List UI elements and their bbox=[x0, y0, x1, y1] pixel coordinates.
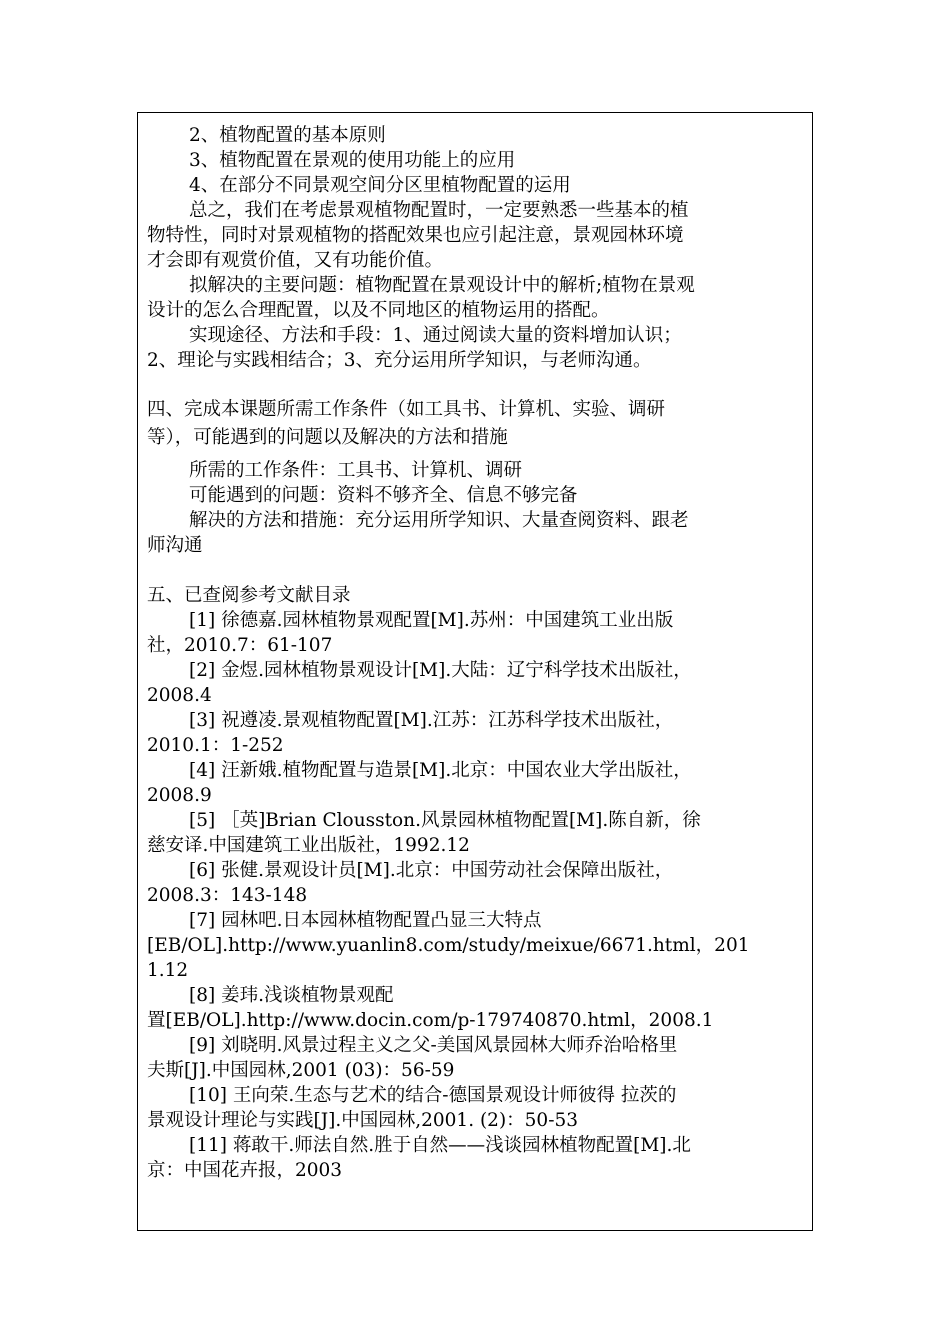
section-4-heading-line-2: 等），可能遇到的问题以及解决的方法和措施 bbox=[147, 427, 508, 448]
approach-line-2: 2、理论与实践相结合；3、充分运用所学知识，与老师沟通。 bbox=[147, 350, 652, 371]
solutions-line-2: 师沟通 bbox=[147, 535, 203, 556]
reference-10-line-2: 景观设计理论与实践[J].中国园林,2001. (2)：50-53 bbox=[147, 1110, 578, 1131]
reference-8-line-1: [8] 姜玮.浅谈植物景观配 bbox=[189, 985, 394, 1006]
document-table-cell bbox=[137, 112, 813, 1231]
approach-line-1: 实现途径、方法和手段：1、通过阅读大量的资料增加认识； bbox=[189, 325, 682, 346]
problems-line-2: 设计的怎么合理配置，以及不同地区的植物运用的搭配。 bbox=[147, 300, 610, 321]
summary-line-1: 总之，我们在考虑景观植物配置时，一定要熟悉一些基本的植 bbox=[189, 200, 689, 221]
conditions-line: 所需的工作条件：工具书、计算机、调研 bbox=[189, 460, 523, 481]
reference-11-line-2: 京：中国花卉报，2003 bbox=[147, 1160, 343, 1181]
reference-9-line-2: 夫斯[J].中国园林,2001 (03)：56-59 bbox=[147, 1060, 455, 1081]
reference-7-line-2: [EB/OL].http://www.yuanlin8.com/study/meixue/6671.html，201 bbox=[147, 935, 750, 956]
reference-5-line-1: [5] ［英]Brian Clousston.风景园林植物配置[M].陈自新，徐 bbox=[189, 810, 701, 831]
reference-3-line-2: 2010.1：1-252 bbox=[147, 735, 284, 756]
principle-item-2: 2、植物配置的基本原则 bbox=[189, 125, 386, 146]
solutions-line-1: 解决的方法和措施：充分运用所学知识、大量查阅资料、跟老 bbox=[189, 510, 689, 531]
reference-7-line-3: 1.12 bbox=[147, 960, 189, 981]
reference-9-line-1: [9] 刘晓明.风景过程主义之父-美国风景园林大师乔治哈格里 bbox=[189, 1035, 678, 1056]
reference-6-line-1: [6] 张健.景观设计员[M].北京：中国劳动社会保障出版社， bbox=[189, 860, 674, 881]
reference-7-line-1: [7] 园林吧.日本园林植物配置凸显三大特点 bbox=[189, 910, 542, 931]
reference-4-line-1: [4] 汪新娥.植物配置与造景[M].北京：中国农业大学出版社， bbox=[189, 760, 692, 781]
issues-line: 可能遇到的问题：资料不够齐全、信息不够完备 bbox=[189, 485, 578, 506]
function-item-3: 3、植物配置在景观的使用功能上的应用 bbox=[189, 150, 516, 171]
reference-6-line-2: 2008.3：143-148 bbox=[147, 885, 308, 906]
reference-10-line-1: [10] 王向荣.生态与艺术的结合-德国景观设计师彼得 拉茨的 bbox=[189, 1085, 677, 1106]
summary-line-2: 物特性，同时对景观植物的搭配效果也应引起注意，景观园林环境 bbox=[147, 225, 684, 246]
reference-8-line-2: 置[EB/OL].http://www.docin.com/p-179740870.html，2008.1 bbox=[147, 1010, 714, 1031]
zoning-item-4: 4、在部分不同景观空间分区里植物配置的运用 bbox=[189, 175, 571, 196]
reference-1-line-2: 社，2010.7：61-107 bbox=[147, 635, 333, 656]
summary-line-3: 才会即有观赏价值，又有功能价值。 bbox=[147, 250, 444, 271]
reference-2-line-2: 2008.4 bbox=[147, 685, 212, 706]
reference-5-line-2: 慈安译.中国建筑工业出版社，1992.12 bbox=[147, 835, 470, 856]
reference-1-line-1: [1] 徐德嘉.园林植物景观配置[M].苏州：中国建筑工业出版 bbox=[189, 610, 674, 631]
reference-2-line-1: [2] 金煜.园林植物景观设计[M].大陆：辽宁科学技术出版社， bbox=[189, 660, 692, 681]
reference-3-line-1: [3] 祝遵凌.景观植物配置[M].江苏：江苏科学技术出版社， bbox=[189, 710, 674, 731]
reference-11-line-1: [11] 蒋敢干.师法自然.胜于自然——浅谈园林植物配置[M].北 bbox=[189, 1135, 691, 1156]
problems-line-1: 拟解决的主要问题：植物配置在景观设计中的解析;植物在景观 bbox=[189, 275, 695, 296]
section-5-heading: 五、已查阅参考文献目录 bbox=[147, 585, 351, 606]
section-4-heading-line-1: 四、完成本课题所需工作条件（如工具书、计算机、实验、调研 bbox=[147, 399, 666, 420]
reference-4-line-2: 2008.9 bbox=[147, 785, 212, 806]
